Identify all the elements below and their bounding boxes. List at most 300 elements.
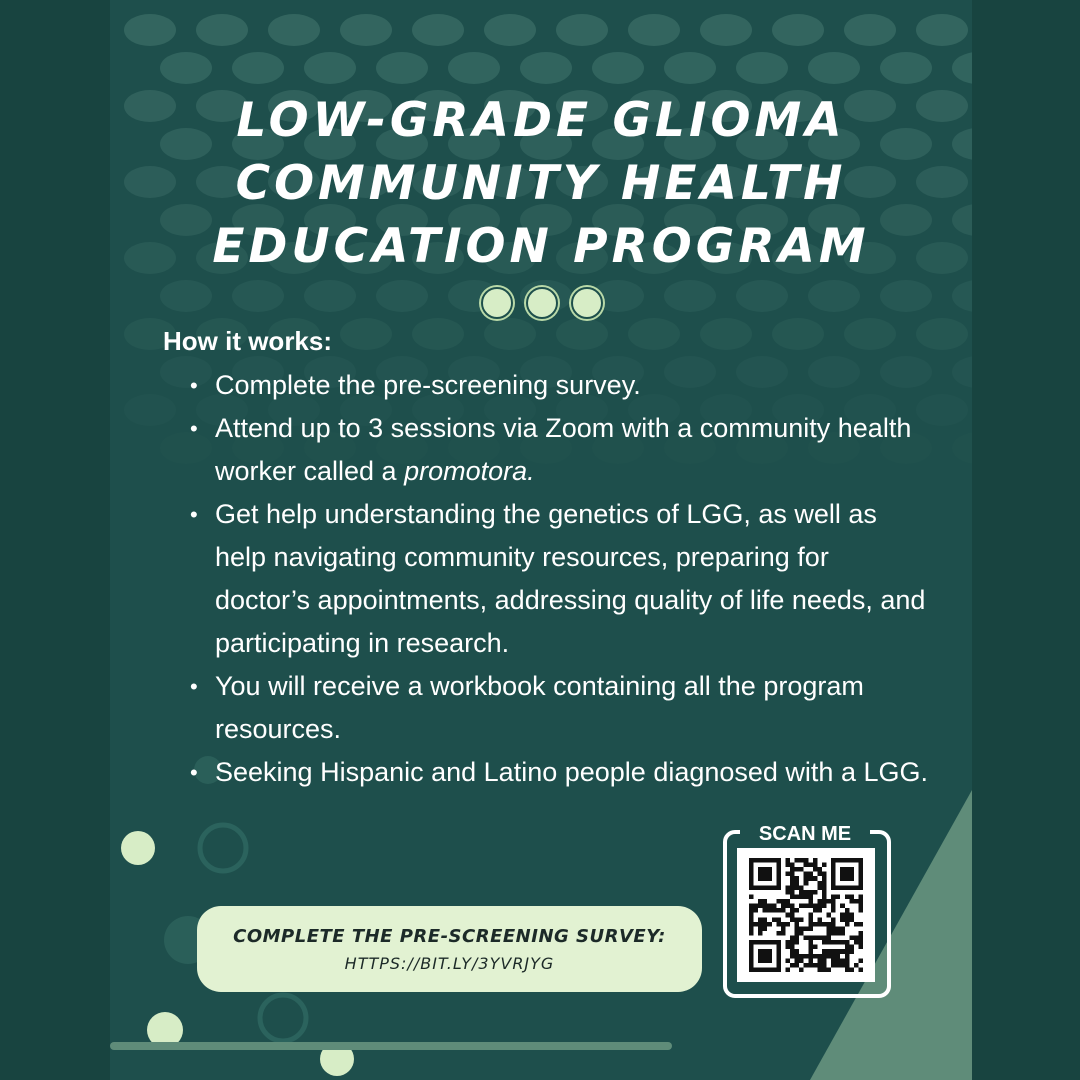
qr-module: [858, 940, 863, 945]
qr-module: [827, 949, 832, 954]
qr-module: [795, 931, 800, 936]
qr-module: [776, 872, 781, 877]
qr-module: [822, 872, 827, 877]
qr-module: [767, 922, 772, 927]
qr-module: [772, 908, 777, 913]
qr-module: [776, 867, 781, 872]
qr-module: [808, 913, 813, 918]
qr-module: [854, 963, 859, 968]
qr-module: [799, 958, 804, 963]
qr-module: [795, 894, 800, 899]
qr-module: [758, 904, 763, 909]
qr-module: [858, 863, 863, 868]
qr-module: [785, 872, 790, 877]
qr-module: [776, 967, 781, 972]
qr-module: [763, 899, 768, 904]
qr-module: [804, 936, 809, 941]
qr-module: [754, 858, 759, 863]
qr-module: [795, 881, 800, 886]
qr-module: [758, 876, 763, 881]
qr-module: [858, 936, 863, 941]
qr-module: [772, 967, 777, 972]
qr-module: [808, 872, 813, 877]
qr-module: [845, 917, 850, 922]
qr-module: [858, 867, 863, 872]
qr-module: [763, 958, 768, 963]
qr-module: [776, 885, 781, 890]
qr-module: [804, 954, 809, 959]
qr-module: [763, 949, 768, 954]
qr-module: [804, 926, 809, 931]
qr-module: [827, 931, 832, 936]
qr-module: [763, 876, 768, 881]
qr-module: [813, 908, 818, 913]
qr-module: [758, 867, 763, 872]
qr-module: [785, 922, 790, 927]
qr-module: [831, 931, 836, 936]
qr-module: [772, 858, 777, 863]
qr-module: [795, 936, 800, 941]
qr-module: [817, 917, 822, 922]
qr-module: [799, 867, 804, 872]
qr-module: [772, 917, 777, 922]
qr-module: [749, 881, 754, 886]
qr-module: [808, 899, 813, 904]
qr-module: [822, 967, 827, 972]
qr-module: [749, 876, 754, 881]
qr-module: [799, 967, 804, 972]
qr-module: [813, 963, 818, 968]
qr-module: [849, 894, 854, 899]
qr-module: [836, 940, 841, 945]
list-item: [190, 751, 930, 794]
qr-module: [804, 890, 809, 895]
qr-module: [799, 894, 804, 899]
qr-module: [790, 872, 795, 877]
qr-module: [831, 899, 836, 904]
qr-module: [758, 899, 763, 904]
qr-module: [858, 922, 863, 927]
qr-module: [781, 908, 786, 913]
qr-module: [763, 922, 768, 927]
qr-module: [749, 949, 754, 954]
program-title-line-2: COMMUNITY HEALTH: [235, 156, 847, 211]
qr-module: [849, 945, 854, 950]
qr-module: [767, 872, 772, 877]
qr-module: [790, 940, 795, 945]
qr-code[interactable]: [737, 848, 875, 982]
qr-module: [858, 931, 863, 936]
decor-ring: [200, 825, 246, 871]
qr-module: [790, 904, 795, 909]
qr-module: [822, 949, 827, 954]
qr-module: [776, 863, 781, 868]
qr-module: [799, 931, 804, 936]
qr-module: [817, 922, 822, 927]
qr-module: [790, 863, 795, 868]
qr-module: [767, 876, 772, 881]
qr-module: [808, 876, 813, 881]
qr-module: [845, 885, 850, 890]
qr-module: [831, 885, 836, 890]
qr-module: [776, 963, 781, 968]
qr-module: [790, 867, 795, 872]
qr-module: [749, 945, 754, 950]
qr-module: [822, 885, 827, 890]
flyer-panel: [110, 0, 972, 1080]
qr-module: [817, 885, 822, 890]
qr-module: [776, 917, 781, 922]
qr-module: [795, 908, 800, 913]
qr-module: [845, 967, 850, 972]
qr-module: [758, 931, 763, 936]
qr-module: [813, 945, 818, 950]
qr-module: [831, 904, 836, 909]
qr-module: [781, 926, 786, 931]
list-item: [190, 493, 930, 665]
qr-module: [808, 904, 813, 909]
qr-module: [858, 899, 863, 904]
qr-module: [776, 958, 781, 963]
decor-ring: [260, 995, 306, 1041]
qr-module: [749, 863, 754, 868]
qr-module: [804, 963, 809, 968]
divider-dot: [526, 287, 558, 319]
qr-module: [822, 881, 827, 886]
qr-module: [754, 885, 759, 890]
qr-module: [808, 954, 813, 959]
qr-module: [845, 940, 850, 945]
qr-module: [858, 945, 863, 950]
qr-module: [849, 917, 854, 922]
qr-module: [822, 936, 827, 941]
qr-module: [827, 936, 832, 941]
qr-module: [754, 908, 759, 913]
qr-module: [795, 885, 800, 890]
qr-module: [776, 954, 781, 959]
qr-module: [795, 926, 800, 931]
qr-module: [840, 931, 845, 936]
qr-module: [845, 867, 850, 872]
qr-module: [849, 949, 854, 954]
qr-module: [831, 858, 836, 863]
list-item-text: You will receive a workbook containing all the program resources.: [215, 671, 864, 744]
qr-module: [767, 904, 772, 909]
decor-line: [110, 1042, 672, 1050]
qr-module: [813, 858, 818, 863]
qr-module: [858, 885, 863, 890]
qr-module: [776, 899, 781, 904]
qr-module: [776, 881, 781, 886]
qr-module: [840, 949, 845, 954]
qr-module: [749, 940, 754, 945]
qr-module: [767, 954, 772, 959]
qr-module: [795, 958, 800, 963]
qr-module: [858, 967, 863, 972]
qr-module: [754, 940, 759, 945]
qr-module: [845, 949, 850, 954]
qr-module: [767, 958, 772, 963]
qr-module: [858, 872, 863, 877]
qr-module: [767, 858, 772, 863]
qr-module: [808, 922, 813, 927]
qr-module: [795, 867, 800, 872]
qr-module: [781, 931, 786, 936]
qr-module: [854, 940, 859, 945]
qr-module: [845, 954, 850, 959]
qr-module: [785, 863, 790, 868]
qr-module: [758, 954, 763, 959]
qr-module: [849, 913, 854, 918]
qr-module: [767, 908, 772, 913]
qr-module: [804, 876, 809, 881]
qr-module: [749, 913, 754, 918]
qr-module: [772, 904, 777, 909]
program-title-line-3: EDUCATION PROGRAM: [212, 219, 870, 274]
qr-module: [808, 963, 813, 968]
qr-module: [776, 949, 781, 954]
qr-module: [817, 881, 822, 886]
qr-module: [836, 958, 841, 963]
qr-module: [836, 931, 841, 936]
qr-module: [758, 958, 763, 963]
qr-module: [849, 967, 854, 972]
qr-module: [831, 894, 836, 899]
qr-module: [758, 858, 763, 863]
how-it-works-heading: How it works:: [163, 326, 333, 356]
qr-module: [817, 908, 822, 913]
decor-dot: [121, 831, 155, 865]
qr-module: [790, 913, 795, 918]
qr-module: [804, 894, 809, 899]
qr-module: [758, 967, 763, 972]
qr-module: [785, 958, 790, 963]
qr-module: [795, 954, 800, 959]
qr-module: [813, 867, 818, 872]
qr-module: [845, 858, 850, 863]
qr-module: [840, 858, 845, 863]
qr-module: [854, 858, 859, 863]
qr-module: [799, 926, 804, 931]
divider-dot: [571, 287, 603, 319]
qr-module: [858, 904, 863, 909]
qr-module: [827, 922, 832, 927]
qr-module: [817, 936, 822, 941]
qr-module: [754, 967, 759, 972]
qr-module: [817, 954, 822, 959]
qr-module: [749, 872, 754, 877]
qr-module: [790, 963, 795, 968]
qr-module: [836, 926, 841, 931]
qr-module: [831, 881, 836, 886]
qr-module: [813, 954, 818, 959]
qr-module: [831, 867, 836, 872]
qr-module: [813, 890, 818, 895]
qr-module: [813, 936, 818, 941]
qr-module: [785, 940, 790, 945]
qr-module: [822, 954, 827, 959]
qr-module: [749, 922, 754, 927]
qr-module: [804, 858, 809, 863]
qr-module: [799, 917, 804, 922]
qr-module: [790, 954, 795, 959]
qr-module: [849, 858, 854, 863]
qr-module: [831, 949, 836, 954]
qr-module: [827, 899, 832, 904]
qr-module: [840, 876, 845, 881]
qr-module: [758, 940, 763, 945]
qr-module: [804, 863, 809, 868]
divider-dot: [481, 287, 513, 319]
list-item-text: Attend up to 3 sessions via Zoom with a community health worker called a: [215, 413, 912, 486]
qr-module: [767, 949, 772, 954]
qr-module: [781, 899, 786, 904]
qr-module: [817, 899, 822, 904]
qr-module: [849, 885, 854, 890]
qr-module: [813, 904, 818, 909]
qr-module: [772, 940, 777, 945]
survey-link[interactable]: HTTPS://BIT.LY/3YVRJYG: [344, 954, 555, 973]
qr-module: [808, 890, 813, 895]
qr-module: [836, 894, 841, 899]
qr-module: [858, 894, 863, 899]
qr-module: [822, 894, 827, 899]
qr-module: [808, 926, 813, 931]
qr-module: [808, 949, 813, 954]
qr-module: [749, 954, 754, 959]
list-item: [190, 364, 930, 407]
qr-module: [831, 908, 836, 913]
qr-module: [822, 899, 827, 904]
qr-module: [767, 867, 772, 872]
qr-module: [822, 876, 827, 881]
qr-module: [831, 954, 836, 959]
qr-module: [776, 908, 781, 913]
qr-module: [822, 958, 827, 963]
qr-module: [749, 967, 754, 972]
qr-module: [845, 922, 850, 927]
qr-module: [795, 876, 800, 881]
qr-module: [758, 917, 763, 922]
promotora-term: promotora.: [404, 456, 535, 486]
qr-module: [795, 922, 800, 927]
qr-module: [795, 940, 800, 945]
qr-module: [808, 917, 813, 922]
qr-module: [822, 890, 827, 895]
program-title-line-1: LOW-GRADE GLIOMA: [236, 93, 846, 148]
qr-module: [785, 885, 790, 890]
qr-module: [785, 899, 790, 904]
qr-module: [854, 922, 859, 927]
qr-module: [831, 940, 836, 945]
qr-module: [822, 922, 827, 927]
qr-module: [785, 904, 790, 909]
qr-module: [799, 904, 804, 909]
list-item-text: Get help understanding the genetics of LGG, as well as help navigating community resources, preparing for doctor’s appointments, addressing quality of life needs, and participating in research.: [215, 499, 926, 658]
qr-module: [808, 940, 813, 945]
qr-module: [840, 963, 845, 968]
qr-module: [836, 949, 841, 954]
qr-module: [749, 885, 754, 890]
list-item: [190, 665, 930, 751]
qr-module: [840, 917, 845, 922]
scan-me-label: SCAN ME: [740, 820, 870, 848]
qr-module: [763, 867, 768, 872]
qr-module: [840, 904, 845, 909]
qr-module: [808, 936, 813, 941]
qr-module: [858, 908, 863, 913]
qr-module: [799, 885, 804, 890]
qr-module: [817, 963, 822, 968]
qr-module: [808, 945, 813, 950]
qr-module: [776, 940, 781, 945]
list-item: [190, 407, 930, 493]
list-item-text: Complete the pre-screening survey.: [215, 370, 641, 400]
qr-module: [763, 872, 768, 877]
qr-module: [776, 876, 781, 881]
qr-module: [845, 963, 850, 968]
survey-cta-heading: COMPLETE THE PRE-SCREENING SURVEY:: [233, 926, 666, 947]
qr-module: [831, 863, 836, 868]
qr-module: [808, 863, 813, 868]
qr-module: [827, 967, 832, 972]
qr-module: [845, 908, 850, 913]
qr-code-icon: [749, 858, 863, 972]
qr-module: [808, 958, 813, 963]
qr-module: [785, 945, 790, 950]
qr-module: [799, 858, 804, 863]
qr-module: [790, 949, 795, 954]
qr-module: [785, 913, 790, 918]
qr-module: [776, 858, 781, 863]
qr-module: [749, 931, 754, 936]
qr-module: [817, 904, 822, 909]
qr-module: [845, 894, 850, 899]
qr-module: [854, 885, 859, 890]
qr-module: [781, 904, 786, 909]
qr-module: [763, 940, 768, 945]
qr-module: [840, 913, 845, 918]
qr-module: [849, 867, 854, 872]
qr-module: [858, 881, 863, 886]
qr-module: [831, 926, 836, 931]
qr-module: [799, 890, 804, 895]
qr-module: [763, 967, 768, 972]
qr-module: [822, 904, 827, 909]
qr-module: [772, 885, 777, 890]
qr-module: [763, 926, 768, 931]
qr-module: [845, 876, 850, 881]
qr-module: [827, 954, 832, 959]
qr-module: [749, 858, 754, 863]
how-it-works-list: [190, 364, 930, 794]
qr-module: [822, 940, 827, 945]
qr-module: [845, 913, 850, 918]
qr-module: [776, 931, 781, 936]
qr-module: [831, 876, 836, 881]
qr-module: [763, 908, 768, 913]
qr-module: [767, 885, 772, 890]
qr-module: [827, 926, 832, 931]
qr-module: [817, 872, 822, 877]
qr-module: [822, 863, 827, 868]
qr-module: [767, 940, 772, 945]
qr-module: [749, 908, 754, 913]
right-margin: [970, 0, 1080, 1080]
qr-module: [795, 963, 800, 968]
qr-module: [845, 958, 850, 963]
qr-module: [785, 890, 790, 895]
